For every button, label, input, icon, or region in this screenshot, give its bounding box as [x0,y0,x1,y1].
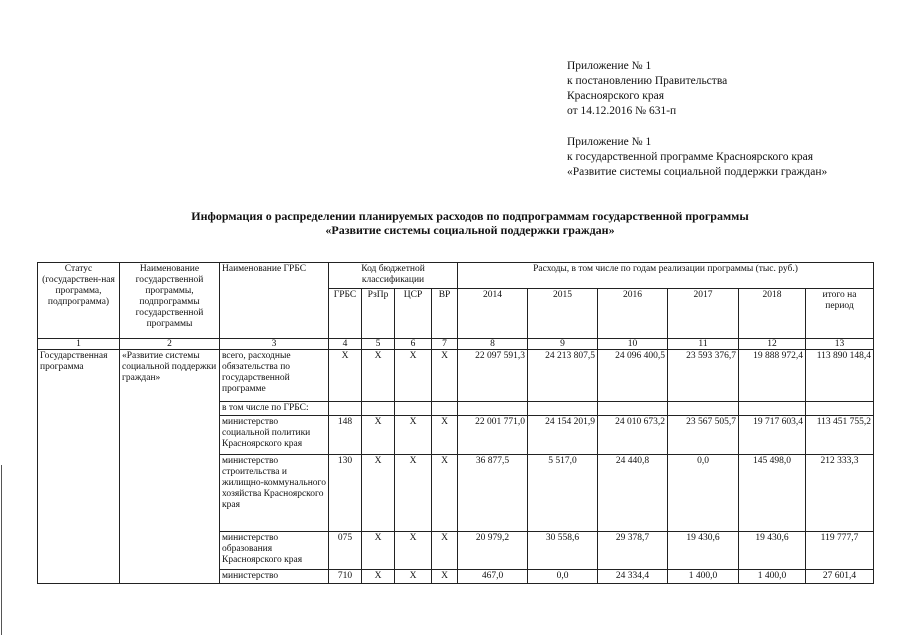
value-total-cell: 119 777,7 [806,532,874,570]
expenses-table [37,262,874,584]
value-total-cell: 113 890 148,4 [806,350,874,402]
grbs-code-cell: 130 [329,455,362,532]
grbs-name-cell: в том числе по ГРБС: [220,402,329,416]
header-expenses: Расходы, в том числе по годам реализации программы (тыс. руб.) [458,263,874,289]
appendix-1-line: к постановлению Правительства [567,75,728,87]
empty-cell [432,402,458,416]
value-2015-cell: 5 517,0 [528,455,598,532]
value-total-cell: 113 451 755,2 [806,416,874,455]
value-2018-cell: 1 400,0 [739,570,806,584]
value-2014-cell: 20 979,2 [458,532,528,570]
empty-cell [598,402,668,416]
header-program-name: Наименование государственной программы, подпрограммы государственной программы [120,263,220,339]
document-title-line-1: Информация о распределении планируемых расходов по подпрограммам государственной программы [191,209,749,223]
appendix-2-block [567,135,827,180]
column-number-row [38,339,874,350]
grbs-name-cell: министерство [220,570,329,584]
empty-cell [395,402,432,416]
vr-cell: X [432,416,458,455]
appendix-1-line: от 14.12.2016 № 631-п [567,105,677,117]
empty-cell [528,402,598,416]
header-vr: ВР [432,289,458,339]
column-number: 11 [668,339,739,350]
header-csr: ЦСР [395,289,432,339]
csr-cell: X [395,416,432,455]
value-2016-cell: 24 096 400,5 [598,350,668,402]
rzpr-cell: X [362,570,395,584]
header-year-2014: 2014 [458,289,528,339]
column-number: 2 [120,339,220,350]
value-2015-cell: 30 558,6 [528,532,598,570]
header-budget-code: Код бюджетной классификации [329,263,458,289]
vr-cell: X [432,350,458,402]
value-2017-cell: 1 400,0 [668,570,739,584]
csr-cell: X [395,570,432,584]
value-2018-cell: 19 888 972,4 [739,350,806,402]
appendix-1-block [567,59,727,119]
value-2014-cell: 36 877,5 [458,455,528,532]
column-number: 7 [432,339,458,350]
header-row-1 [38,263,874,289]
column-number: 9 [528,339,598,350]
header-grbs-name: Наименование ГРБС [220,263,329,339]
empty-cell [739,402,806,416]
column-number: 8 [458,339,528,350]
empty-cell [329,402,362,416]
grbs-name-cell: министерство социальной политики Красноярского края [220,416,329,455]
value-2015-cell: 24 213 807,5 [528,350,598,402]
value-total-cell: 27 601,4 [806,570,874,584]
value-2018-cell: 145 498,0 [739,455,806,532]
header-year-2016: 2016 [598,289,668,339]
value-2017-cell: 19 430,6 [668,532,739,570]
column-number: 4 [329,339,362,350]
header-year-2018: 2018 [739,289,806,339]
column-number: 10 [598,339,668,350]
grbs-code-cell: 148 [329,416,362,455]
empty-cell [458,402,528,416]
empty-cell [362,402,395,416]
csr-cell: X [395,532,432,570]
value-2017-cell: 23 593 376,7 [668,350,739,402]
value-2014-cell: 22 097 591,3 [458,350,528,402]
header-status: Статус (государствен-ная программа, подпрограмма) [38,263,120,339]
column-number: 3 [220,339,329,350]
appendix-2-line: «Развитие системы социальной поддержки граждан» [567,166,828,178]
value-2016-cell: 29 378,7 [598,532,668,570]
rzpr-cell: X [362,416,395,455]
grbs-code-cell: 075 [329,532,362,570]
value-2017-cell: 0,0 [668,455,739,532]
appendix-2-line: Приложение № 1 [567,136,652,148]
value-2015-cell: 24 154 201,9 [528,416,598,455]
document-title [100,209,840,237]
value-2016-cell: 24 334,4 [598,570,668,584]
document-title-line-2: «Развитие системы социальной поддержки граждан» [325,223,615,237]
grbs-name-cell: министерство строительства и жилищно-коммунального хозяйства Красноярского края [220,455,329,532]
value-2018-cell: 19 430,6 [739,532,806,570]
csr-cell: X [395,350,432,402]
vr-cell: X [432,532,458,570]
status-cell: Государственная программа [38,350,120,584]
rzpr-cell: X [362,350,395,402]
appendix-2-line: к государственной программе Красноярского края [567,151,814,163]
value-2016-cell: 24 010 673,2 [598,416,668,455]
header-total: итого на период [806,289,874,339]
column-number: 5 [362,339,395,350]
rzpr-cell: X [362,455,395,532]
vr-cell: X [432,570,458,584]
value-2018-cell: 19 717 603,4 [739,416,806,455]
empty-cell [668,402,739,416]
grbs-name-cell: всего, расходные обязательства по государственной программе [220,350,329,402]
header-grbs: ГРБС [329,289,362,339]
header-year-2015: 2015 [528,289,598,339]
grbs-code-cell: X [329,350,362,402]
grbs-name-cell: министерство образования Красноярского края [220,532,329,570]
grbs-code-cell: 710 [329,570,362,584]
column-number: 6 [395,339,432,350]
column-number: 1 [38,339,120,350]
value-2017-cell: 23 567 505,7 [668,416,739,455]
program-cell: «Развитие системы социальной поддержки граждан» [120,350,220,584]
scan-margin-line [1,465,2,635]
value-2016-cell: 24 440,8 [598,455,668,532]
vr-cell: X [432,455,458,532]
value-total-cell: 212 333,3 [806,455,874,532]
header-year-2017: 2017 [668,289,739,339]
column-number: 12 [739,339,806,350]
table-row [38,350,874,402]
header-rzpr: РзПр [362,289,395,339]
empty-cell [806,402,874,416]
rzpr-cell: X [362,532,395,570]
csr-cell: X [395,455,432,532]
value-2014-cell: 467,0 [458,570,528,584]
column-number: 13 [806,339,874,350]
appendix-1-line: Красноярского края [567,90,664,102]
value-2014-cell: 22 001 771,0 [458,416,528,455]
value-2015-cell: 0,0 [528,570,598,584]
appendix-1-line: Приложение № 1 [567,60,652,72]
